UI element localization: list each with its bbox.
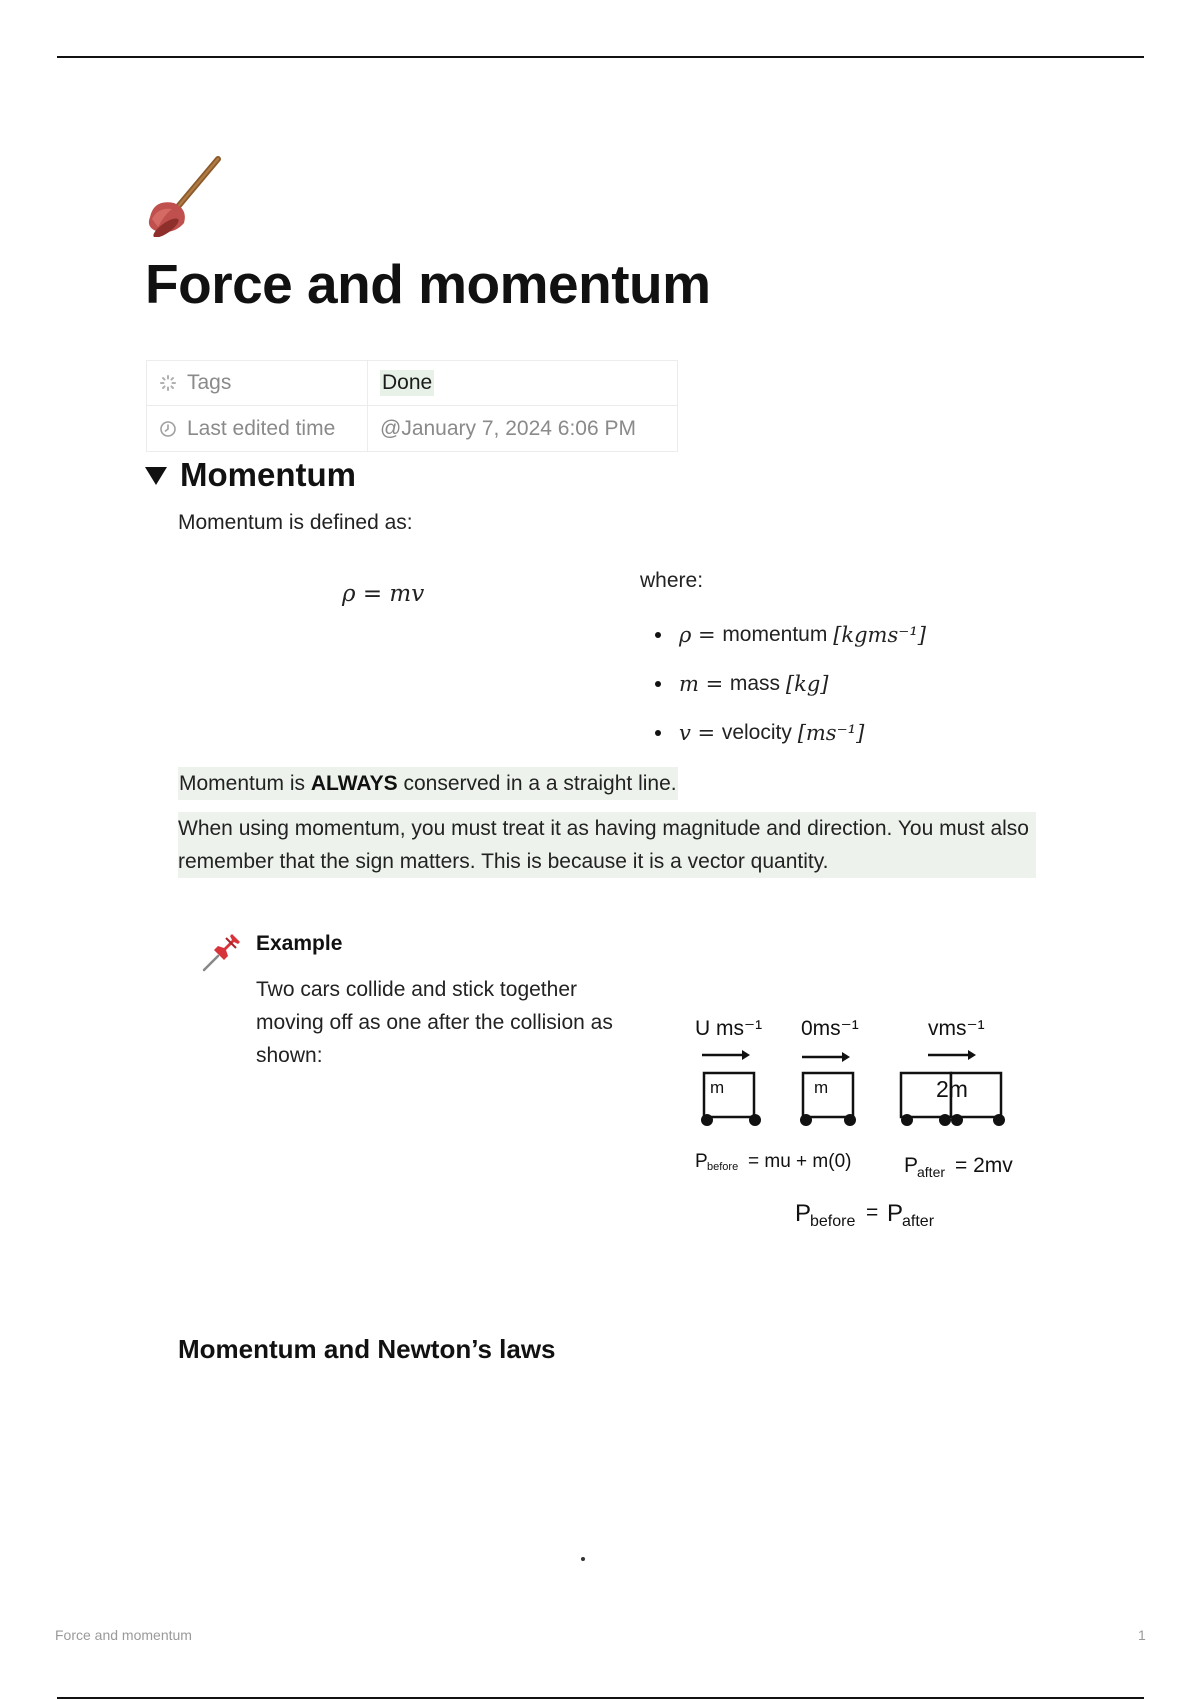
pushpin-icon [200, 930, 244, 974]
property-key [147, 361, 368, 405]
callout-body: Two cars collide and stick together moving off as one after the collision as shown: [256, 978, 613, 1067]
plunger-icon [144, 155, 224, 237]
property-label-tags: Tags [187, 371, 232, 394]
momentum-equation: ρ = mv [342, 581, 425, 607]
svg-text:before: before [707, 1161, 739, 1173]
momentum-conservation-equation [795, 1200, 935, 1230]
footer-page-number: 1 [1138, 1627, 1146, 1643]
toggle-heading: Momentum [180, 456, 356, 493]
combined-cars [901, 1073, 1005, 1126]
svg-text:P: P [695, 1151, 708, 1172]
svg-text:= 2mv: = 2mv [955, 1154, 1013, 1177]
page-top-rule [57, 56, 1144, 58]
svg-text:after: after [902, 1213, 935, 1230]
svg-text:= mu + m(0): = mu + m(0) [748, 1151, 852, 1172]
svg-text:P: P [795, 1200, 812, 1227]
where-label: where: [640, 569, 704, 592]
arrows [702, 1050, 976, 1062]
car-a [701, 1073, 761, 1126]
velocity-label-combined: vms⁻¹ [928, 1017, 985, 1040]
properties-table [146, 360, 678, 452]
velocity-label-car-b: 0ms⁻¹ [801, 1017, 859, 1040]
callout-title: Example [256, 932, 343, 955]
page-bottom-rule [57, 1697, 1144, 1699]
velocity-label-car-a: U ms⁻¹ [695, 1017, 763, 1040]
variable-definitions-list [653, 610, 926, 757]
svg-text:P: P [887, 1200, 904, 1227]
momentum-toggle[interactable] [145, 456, 356, 494]
status-badge[interactable]: Done [382, 371, 433, 394]
list-item: v = velocity [ms⁻¹] [653, 708, 926, 757]
property-key [147, 406, 368, 451]
stray-dot [581, 1557, 585, 1561]
svg-text:=: = [866, 1201, 879, 1224]
property-value-last-edited: @January 7, 2024 6:06 PM [380, 416, 636, 440]
svg-text:m: m [814, 1078, 829, 1097]
section-subheading: Momentum and Newton’s laws [178, 1334, 556, 1364]
footer-page-title: Force and momentum [55, 1627, 192, 1643]
vector-note: When using momentum, you must treat it as having magnitude and direction. You must also remember that the sign matters. This is because it is a vector quantity. [178, 812, 1036, 878]
property-value[interactable] [368, 361, 677, 405]
toggle-triangle-icon[interactable] [145, 467, 167, 485]
svg-text:P: P [904, 1154, 919, 1177]
list-item: m = mass [kg] [653, 659, 926, 708]
property-label-last-edited: Last edited time [187, 416, 336, 440]
svg-text:2m: 2m [936, 1076, 968, 1102]
car-b [800, 1073, 856, 1126]
definition-intro: Momentum is defined as: [178, 511, 413, 534]
list-item: ρ = momentum [kgms⁻¹] [653, 610, 926, 659]
momentum-after-equation [904, 1154, 1013, 1180]
svg-text:before: before [810, 1213, 856, 1230]
collision-diagram [690, 1005, 1030, 1245]
svg-text:after: after [917, 1164, 946, 1180]
svg-text:m: m [710, 1078, 725, 1097]
property-row-tags[interactable] [147, 361, 677, 406]
momentum-before-equation [695, 1151, 851, 1173]
property-row-last-edited[interactable] [147, 406, 677, 451]
conservation-note: Momentum is ALWAYS conserved in a a straight line. [178, 767, 678, 800]
page-title: Force and momentum [145, 253, 711, 315]
clock-icon [159, 420, 177, 438]
status-spinner-icon [159, 374, 177, 392]
